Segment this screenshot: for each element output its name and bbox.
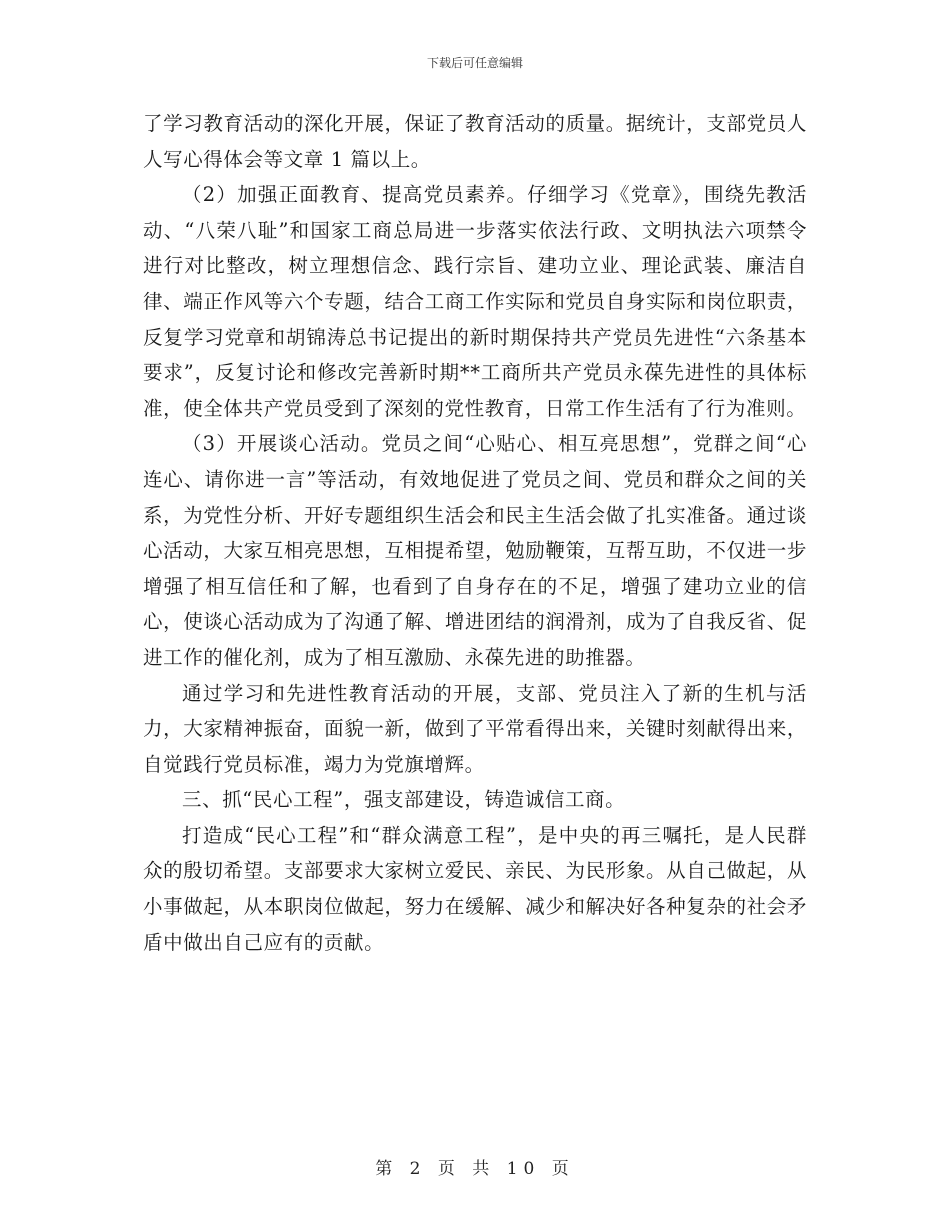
page-number-footer: 第 2 页 共 10 页 [375,1159,575,1179]
header-note: 下载后可任意编辑 [426,56,523,70]
paragraph-1: 了学习教育活动的深化开展，保证了教育活动的质量。据统计，支部党员人人写心得体会等文章 1 篇以上。 [143,112,807,171]
paragraph-2: （2）加强正面教育、提高党员素养。仔细学习《党章》，围绕先教活动、“八荣八耻”和国家工商总局进一步落实依法行政、文明执法六项禁令进行对比整改，树立理想信念、践行宗旨、建功立业、理论武装、廉洁自律、端正作风等六个专题，结合工商工作实际和党员自身实际和岗位职责，反复学习党章和胡锦涛总书记提出的新时期保持共产党员先进性“六条基本要求”，反复讨论和修改完善新时期**工商所共产党员永葆先进性的具体标准，使全体共产党员受到了深刻的党性教育，日常工作生活有了行为准则。 [143,183,807,420]
section-heading-3: 三、抓“民心工程”，强支部建设，铸造诚信工商。 [182,788,626,812]
paragraph-4: 通过学习和先进性教育活动的开展，支部、党员注入了新的生机与活力，大家精神振奋，面貌一新，做到了平常看得出来，关键时刻献得出来，自觉践行党员标准，竭力为党旗增辉。 [143,681,807,776]
document-body [143,106,807,960]
paragraph-5: 打造成“民心工程”和“群众满意工程”，是中央的再三嘱托，是人民群众的殷切希望。支部要求大家树立爱民、亲民、为民形象。从自己做起，从小事做起，从本职岗位做起，努力在缓解、减少和解决好各种复杂的社会矛盾中做出自己应有的贡献。 [143,823,807,954]
paragraph-3: （3）开展谈心活动。党员之间“心贴心、相互亮思想”，党群之间“心连心、请你进一言”等活动，有效地促进了党员之间、党员和群众之间的关系，为党性分析、开好专题组织生活会和民主生活会做了扎实准备。通过谈心活动，大家互相亮思想，互相提希望，勉励鞭策，互帮互助，不仅进一步增强了相互信任和了解，也看到了自身存在的不足，增强了建功立业的信心，使谈心活动成为了沟通了解、增进团结的润滑剂，成为了自我反省、促进工作的催化剂，成为了相互激励、永葆先进的助推器。 [143,432,807,669]
